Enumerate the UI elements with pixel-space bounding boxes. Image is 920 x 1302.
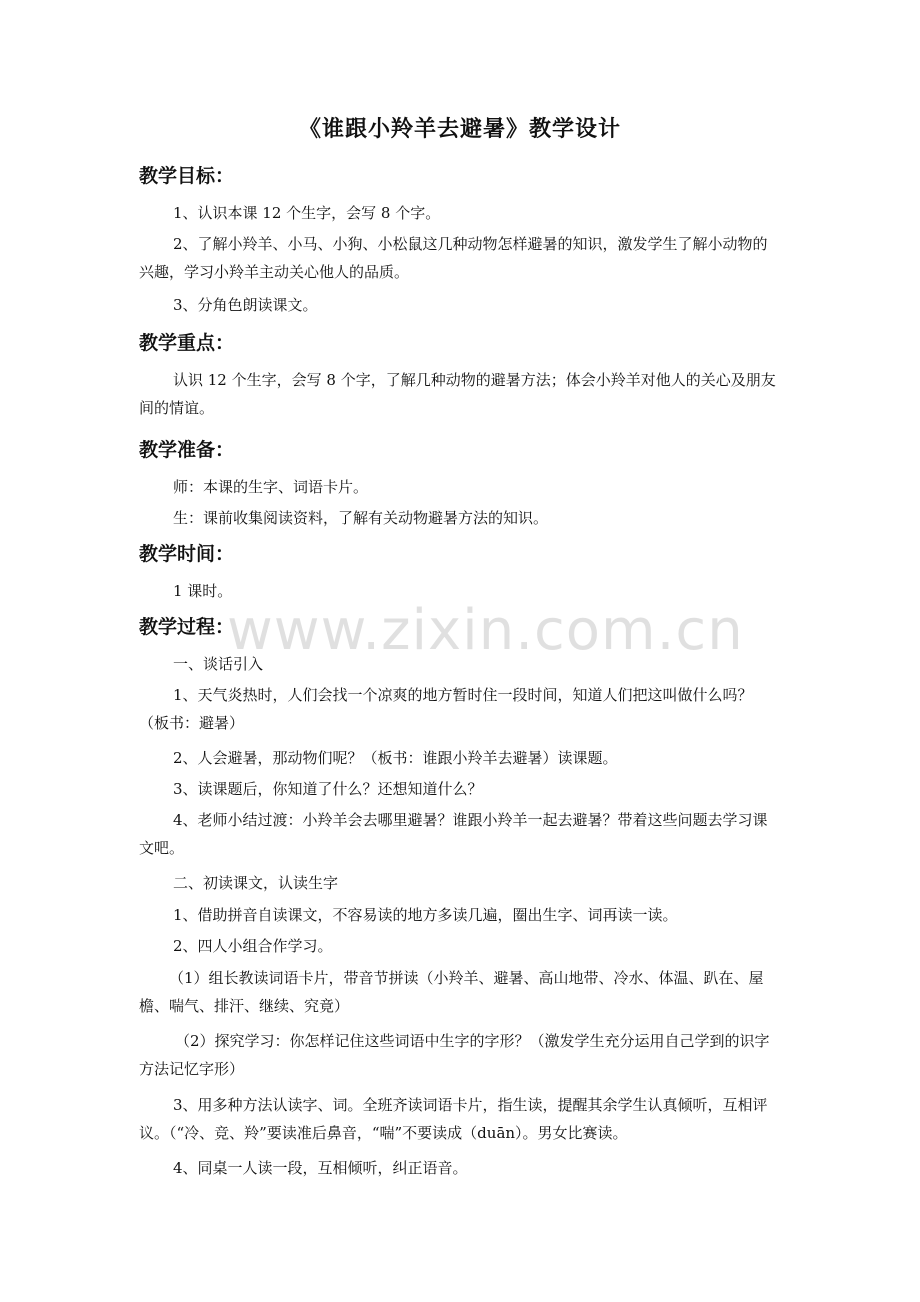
section-heading-process: 教学过程：	[139, 616, 235, 638]
process-item: 2、人会避暑，那动物们呢？（板书：谁跟小羚羊去避暑）读课题。	[173, 749, 618, 767]
goal-item: 1、认识本课 12 个生字，会写 8 个字。	[173, 204, 441, 222]
process-item: 1、天气炎热时，人们会找一个凉爽的地方暂时住一段时间，知道人们把这叫做什么吗？（板书：避暑）	[139, 686, 753, 732]
process-item: 4、同桌一人读一段，互相倾听，纠正语音。	[173, 1159, 468, 1177]
process-item: （1）组长教读词语卡片，带音节拼读（小羚羊、避暑、高山地带、冷水、体温、趴在、屋檐、喘气、排汗、继续、究竟）	[139, 969, 764, 1015]
process-item: 4、老师小结过渡：小羚羊会去哪里避暑？谁跟小羚羊一起去避暑？带着这些问题去学习课文吧。	[139, 811, 768, 857]
process-item: 一、谈话引入	[173, 655, 264, 673]
section-heading-time: 教学时间：	[139, 543, 235, 565]
section-heading-focus: 教学重点：	[139, 332, 235, 354]
document-title: 《谁跟小羚羊去避暑》教学设计	[298, 116, 621, 142]
process-item: 3、用多种方法认读字、词。全班齐读词语卡片，指生读，提醒其余学生认真倾听，互相评议。（“冷、竞、羚”要读准后鼻音，“喘”不要读成（duān）。男女比赛读。	[139, 1096, 768, 1142]
time-text: 1 课时。	[173, 582, 233, 600]
process-item: 2、四人小组合作学习。	[173, 937, 333, 955]
goal-item: 2、了解小羚羊、小马、小狗、小松鼠这几种动物怎样避暑的知识，激发学生了解小动物的兴趣，学习小羚羊主动关心他人的品质。	[139, 235, 768, 281]
process-item: （2）探究学习：你怎样记住这些词语中生字的字形？（激发学生充分运用自己学到的识字方法记忆字形）	[139, 1032, 770, 1078]
process-item: 二、初读课文，认读生字	[173, 874, 339, 892]
section-heading-goals: 教学目标：	[139, 165, 235, 187]
section-heading-prep: 教学准备：	[139, 439, 235, 461]
prep-item: 师：本课的生字、词语卡片。	[173, 478, 369, 496]
prep-item: 生：课前收集阅读资料，了解有关动物避暑方法的知识。	[173, 509, 549, 527]
process-item: 1、借助拼音自读课文，不容易读的地方多读几遍，圈出生字、词再读一读。	[173, 906, 678, 924]
watermark-text: www.zixin.com.cn	[227, 598, 744, 663]
goal-item: 3、分角色朗读课文。	[173, 296, 318, 314]
process-item: 3、读课题后，你知道了什么？还想知道什么？	[173, 780, 483, 798]
focus-text: 认识 12 个生字，会写 8 个字，了解几种动物的避暑方法；体会小羚羊对他人的关心及朋友间的情谊。	[139, 371, 776, 417]
